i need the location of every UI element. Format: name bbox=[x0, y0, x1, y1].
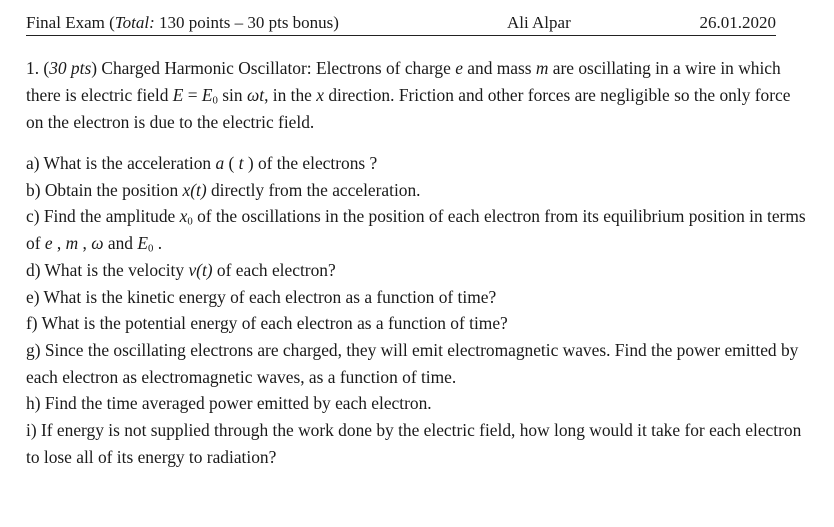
part-text: c) Find the amplitude bbox=[26, 206, 180, 227]
omega-t: ωt bbox=[246, 85, 265, 105]
part-text: , bbox=[52, 233, 66, 254]
var-E: E bbox=[172, 85, 184, 105]
var-m: m bbox=[535, 58, 549, 78]
title-suffix: 130 points – 30 pts bonus) bbox=[154, 13, 339, 32]
question-number: 1. ( bbox=[26, 58, 50, 78]
question-parts bbox=[26, 150, 806, 470]
var-x-t: x(t) bbox=[182, 179, 207, 200]
var-E0: E bbox=[201, 85, 213, 105]
exam-date: 26.01.2020 bbox=[699, 13, 776, 32]
part-text: of the oscillations in the position of each electron from its equilibrium position in terms of bbox=[26, 206, 806, 254]
part-h: h) Find the time averaged power emitted by each electron. bbox=[26, 393, 432, 414]
part-text: and bbox=[103, 233, 138, 254]
var-x0: x bbox=[179, 206, 188, 227]
part-text: , bbox=[78, 233, 92, 254]
question-text: are oscillating in a wire in which there is electric field bbox=[26, 58, 781, 105]
part-text: directly from the acceleration. bbox=[206, 179, 421, 200]
title-total-label: Total: bbox=[114, 13, 155, 32]
part-g: g) Since the oscillating electrons are charged, they will emit electromagnetic waves. Find the power emitted by each electron as electromagnetic waves, as a function of time. bbox=[26, 339, 799, 387]
exam-header bbox=[26, 11, 776, 36]
part-text: of each electron? bbox=[212, 259, 336, 280]
question-points: 30 pts bbox=[49, 58, 92, 78]
part-i: i) If energy is not supplied through the work done by the electric field, how long would it take for each electron to lose all of its energy to radiation? bbox=[26, 420, 802, 467]
part-text: ) of the electrons ? bbox=[243, 153, 378, 173]
var-omega: ω bbox=[91, 233, 104, 254]
var-t: t bbox=[238, 153, 244, 173]
question-text: , in the bbox=[264, 85, 317, 105]
var-v-t: v(t) bbox=[188, 259, 213, 280]
subscript-0: 0 bbox=[187, 216, 193, 229]
var-e: e bbox=[455, 58, 463, 78]
part-b bbox=[26, 177, 806, 204]
part-text: a) What is the acceleration bbox=[26, 153, 216, 173]
var-e: e bbox=[44, 233, 53, 254]
part-text: . bbox=[153, 233, 163, 254]
part-text: ( bbox=[224, 153, 239, 173]
part-e: e) What is the kinetic energy of each electron as a function of time? bbox=[26, 286, 497, 307]
question-text: and mass bbox=[462, 58, 536, 78]
equals-sign: = bbox=[183, 85, 202, 105]
part-f: f) What is the potential energy of each electron as a function of time? bbox=[26, 313, 508, 334]
question-text: direction. Friction and other forces are negligible so the only force on the electron is due to the electric field. bbox=[26, 85, 791, 132]
part-d bbox=[26, 257, 806, 284]
exam-title bbox=[26, 11, 339, 35]
part-c bbox=[26, 203, 806, 256]
part-text: b) Obtain the position bbox=[26, 179, 183, 200]
author-name: Ali Alpar bbox=[507, 13, 571, 32]
question-text: ) Charged Harmonic Oscillator: Electrons of charge bbox=[91, 58, 456, 78]
part-text: d) What is the velocity bbox=[26, 259, 189, 280]
var-E0: E bbox=[137, 233, 148, 254]
var-a: a bbox=[215, 153, 225, 173]
var-m: m bbox=[65, 233, 79, 254]
question-1-statement bbox=[26, 55, 806, 136]
var-x: x bbox=[316, 85, 324, 105]
subscript-0: 0 bbox=[147, 242, 154, 255]
title-prefix: Final Exam ( bbox=[26, 13, 115, 32]
subscript-0: 0 bbox=[212, 94, 218, 107]
part-a bbox=[26, 150, 806, 177]
sin-function: sin bbox=[217, 85, 247, 105]
